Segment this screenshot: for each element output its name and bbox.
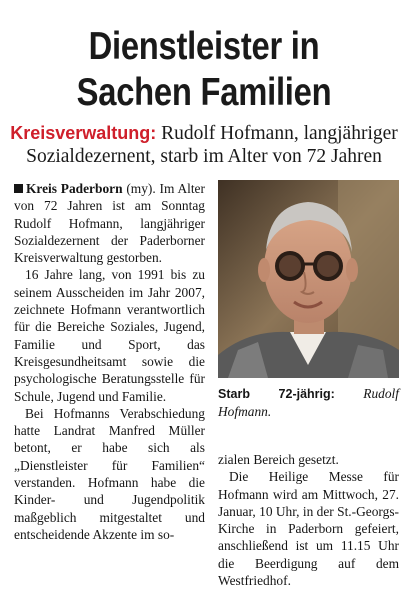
kicker: Kreisverwaltung:	[10, 123, 157, 143]
dateline: Kreis Paderborn	[26, 181, 123, 196]
photo-caption	[218, 385, 399, 421]
portrait-photo-icon	[218, 180, 399, 378]
paragraph-2: 16 Jahre lang, von 1991 bis zu seinem Ausscheiden im Jahr 2007, zeichnete Hofmann verantwortlich für die Bereiche Soziales, Jugend, Familie und Sport, das Kreisgesundheitsamt sowie die psychologische Beratungsstelle für Schule, Jugend und Familie.	[14, 267, 205, 404]
article-column-right	[218, 451, 399, 589]
paragraph-3: Bei Hofmanns Verabschiedung hatte Landrat Manfred Müller betont, er habe sich als „Dienstleister für Familien“ verstanden. Hofmann habe die Kinder- und Jugendpolitik maßgeblich mitgestaltet und entscheidende Akzente im so-	[14, 405, 205, 542]
headline-line-2: Sachen Familien	[76, 71, 332, 114]
subheadline-text: Rudolf Hofmann, langjähriger	[161, 123, 398, 144]
paragraph-3-continued: zialen Bereich gesetzt.	[218, 452, 339, 467]
caption-label: Starb 72-jährig:	[218, 387, 335, 401]
article-column-left	[14, 180, 205, 543]
subheadline-line-2: Sozialdezernent, starb im Alter von 72 Jahren	[26, 146, 382, 167]
subheadline	[0, 122, 408, 168]
paragraph-1-text: Im Alter von 72 Jahren ist am Sonntag Rudolf Hofmann, langjähriger Sozialdezernent der Paderborner Kreisverwaltung gestorben.	[14, 181, 205, 266]
headline	[33, 24, 376, 116]
dateline-author: (my).	[126, 181, 156, 196]
headline-line-1: Dienstleister in	[88, 25, 320, 68]
paragraph-1	[14, 180, 205, 266]
caption-name: Rudolf Hofmann.	[218, 386, 399, 420]
subheadline-line-1	[0, 122, 408, 145]
bullet-square-icon	[14, 184, 23, 193]
paragraph-4: Die Heilige Messe für Hofmann wird am Mittwoch, 27. Januar, 10 Uhr, in der St.-Georgs-Kirche in Paderborn gefeiert, anschließend ist um 11.15 Uhr die Beerdigung auf dem Westfriedhof.	[218, 469, 399, 589]
portrait-photo	[218, 180, 399, 378]
